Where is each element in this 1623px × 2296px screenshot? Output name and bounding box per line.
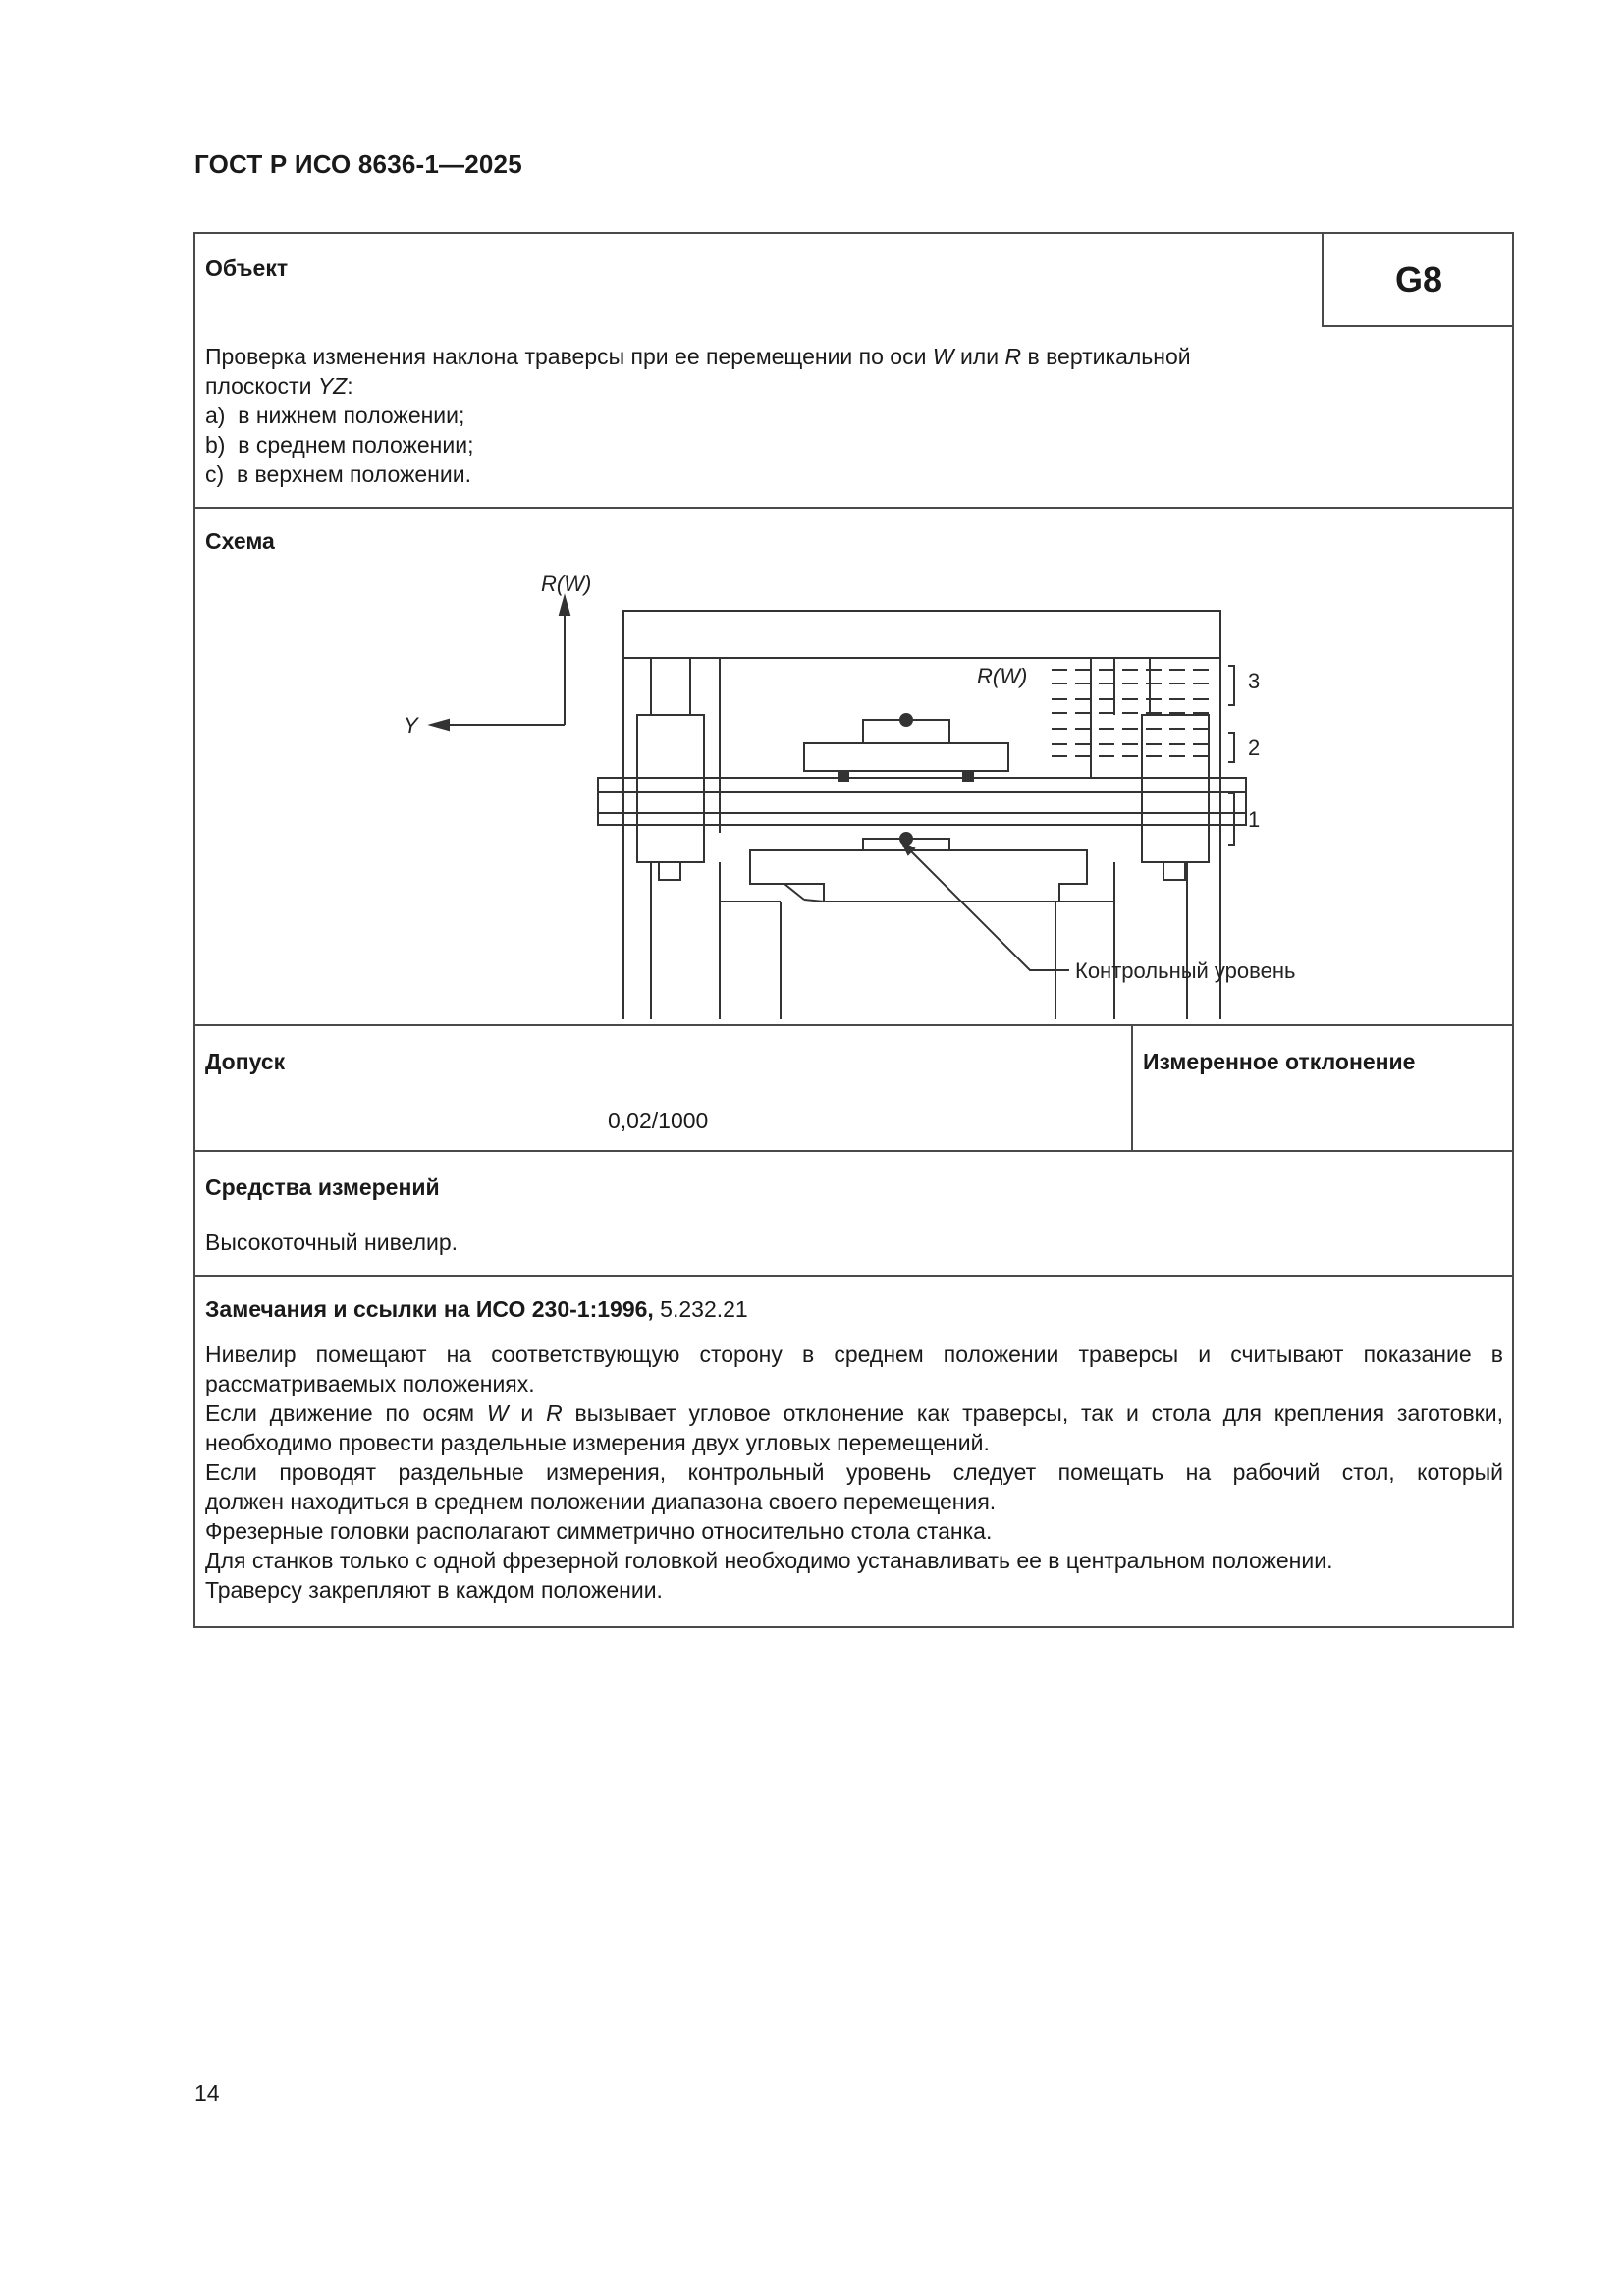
remarks-p2-line1: Если движение по осям W и R вызывает угловое отклонение как траверсы, так и стола для крепления заготовки, (205, 1400, 1503, 1426)
document-header: ГОСТ Р ИСО 8636-1—2025 (194, 149, 522, 179)
object-label: Объект (205, 255, 289, 281)
remarks-reference: 5.232.21 (653, 1296, 748, 1322)
schema-label: Схема (205, 528, 275, 554)
vertical-axis-label: R(W) (541, 572, 592, 596)
remarks-p4: Фрезерные головки располагают симметрично относительно стола станка. (205, 1518, 993, 1544)
remarks-label: Замечания и ссылки на ИСО 230-1:1996, (205, 1296, 654, 1322)
remarks-p3-line1: Если проводят раздельные измерения, контрольный уровень следует помещать на рабочий стол, который (205, 1459, 1503, 1485)
divider-tolerance (195, 1150, 1512, 1152)
schema-diagram (195, 509, 1512, 1019)
tolerance-divider (1131, 1024, 1133, 1150)
object-item-c: c) в верхнем положении. (205, 462, 471, 487)
top-beam (623, 611, 1220, 658)
position-label-2: 2 (1248, 736, 1261, 760)
page-number: 14 (194, 2080, 220, 2105)
test-sheet (193, 232, 1514, 1628)
object-description-line-1: Проверка изменения наклона траверсы при ее перемещении по оси W или R в вертикальной (205, 344, 1191, 369)
remarks-p5: Для станков только с одной фрезерной головкой необходимо устанавливать ее в центральном положении. (205, 1548, 1333, 1573)
position-label-1: 1 (1248, 807, 1261, 832)
remarks-p3-line2: должен находиться в среднем положении диапазона своего перемещения. (205, 1489, 997, 1514)
upper-table (804, 743, 1008, 771)
test-code: G8 (1394, 258, 1443, 300)
remarks-p1-line1: Нивелир помещают на соответствующую сторону в среднем положении траверсы и считывают показание в (205, 1341, 1503, 1367)
callout-label: Контрольный уровень (1075, 958, 1296, 983)
movement-label: R(W) (977, 664, 1028, 688)
position-label-3: 3 (1248, 669, 1261, 693)
tolerance-value: 0,02/1000 (608, 1108, 709, 1133)
remarks-p2-line2: необходимо провести раздельные измерения двух угловых перемещений. (205, 1430, 990, 1455)
right-saddle (1142, 715, 1209, 862)
cross-rail (598, 778, 1246, 825)
horizontal-axis-label: Y (404, 713, 418, 738)
object-description (205, 342, 1315, 489)
object-item-b: b) в среднем положении; (205, 432, 474, 458)
remarks-text (205, 1339, 1503, 1605)
divider-instruments (195, 1275, 1512, 1277)
instruments-label: Средства измерений (205, 1175, 440, 1200)
test-code-box (1322, 234, 1514, 327)
divider-schema (195, 1024, 1512, 1026)
remarks-p1-line2: рассматриваемых положениях. (205, 1371, 535, 1396)
remarks-p6: Траверсу закрепляют в каждом положении. (205, 1577, 663, 1603)
remarks-heading (205, 1294, 748, 1324)
left-saddle (637, 715, 704, 862)
measured-deviation-label: Измеренное отклонение (1143, 1049, 1416, 1074)
object-description-line-2: плоскости YZ: (205, 373, 353, 399)
instruments-text: Высокоточный нивелир. (205, 1230, 459, 1255)
callout-leader (906, 847, 1069, 970)
object-item-a: a) в нижнем положении; (205, 403, 465, 428)
tolerance-label: Допуск (205, 1049, 286, 1074)
